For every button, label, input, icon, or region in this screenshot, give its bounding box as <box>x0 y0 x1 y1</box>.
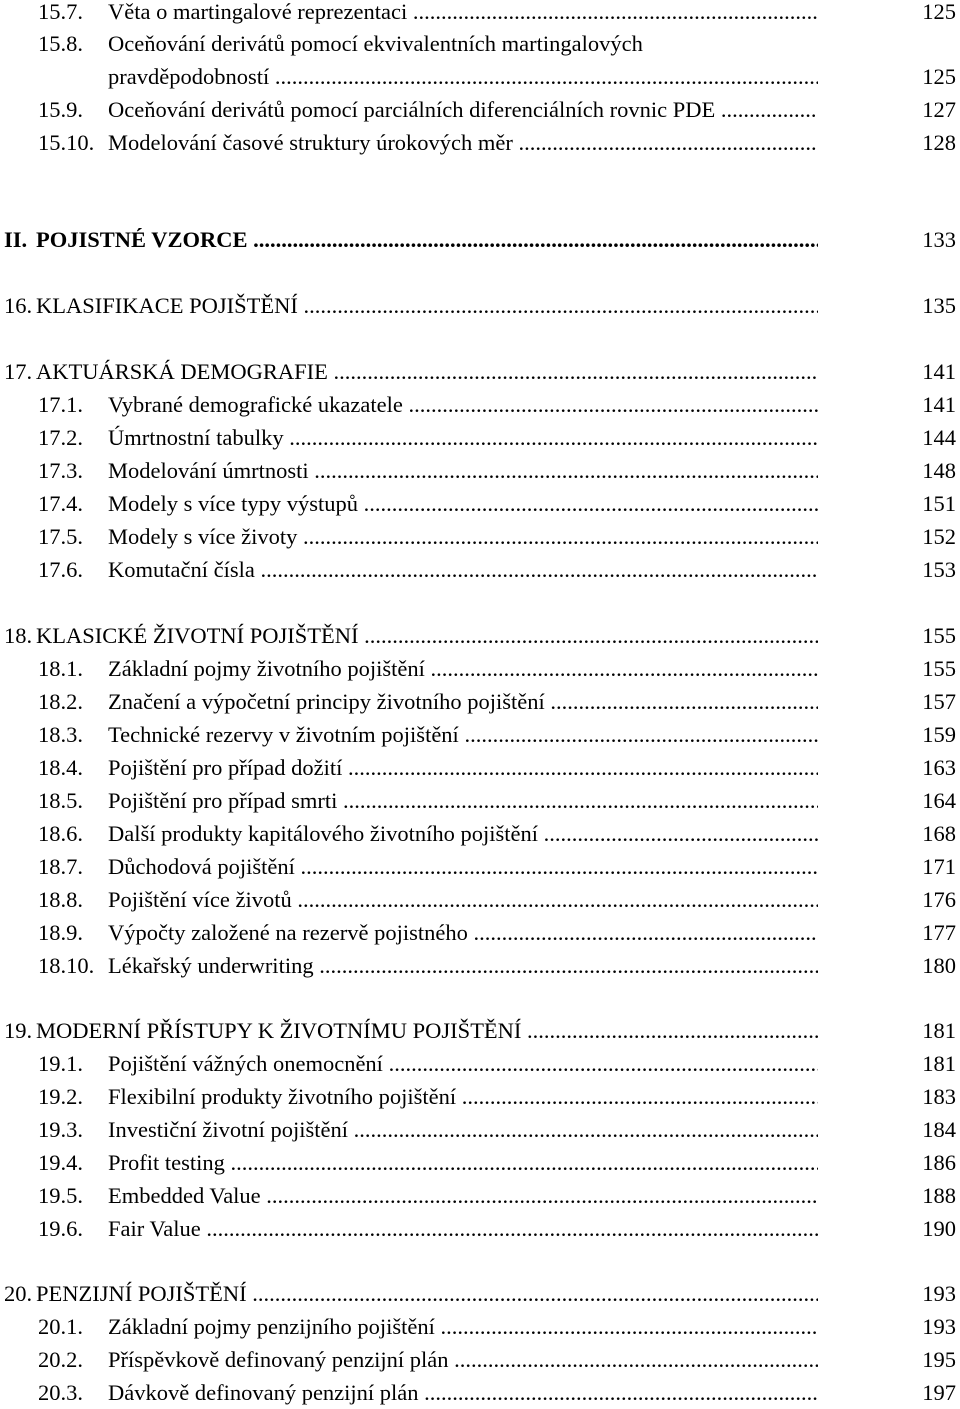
toc-entry-number: 19.3. <box>38 1117 83 1142</box>
toc-entry-number: 20. <box>4 1281 33 1306</box>
toc-entry-title: MODERNÍ PŘÍSTUPY K ŽIVOTNÍMU POJIŠTĚNÍ ..... <box>36 1015 818 1047</box>
toc-entry-title: pravděpodobností ..... <box>108 61 818 93</box>
toc-entry <box>0 950 960 982</box>
toc-entry-title: KLASIFIKACE POJIŠTĚNÍ ..... <box>36 290 818 322</box>
toc-entry-page: 128 <box>922 130 956 155</box>
toc-entry-page: 177 <box>922 920 956 945</box>
toc-entry-number: 17.4. <box>38 491 83 516</box>
toc-entry-number: 18. <box>4 623 33 648</box>
toc-entry-title: Investiční životní pojištění ..... <box>108 1114 818 1146</box>
toc-entry-title: Dávkově definovaný penzijní plán ..... <box>108 1377 818 1409</box>
toc-entry <box>0 521 960 553</box>
toc-entry-page: 144 <box>922 425 956 450</box>
toc-entry-title: POJISTNÉ VZORCE ..... <box>36 224 818 256</box>
toc-entry <box>0 719 960 751</box>
toc-entry-page: 133 <box>922 227 956 252</box>
toc-entry-page: 155 <box>922 656 956 681</box>
toc-entry-title: Úmrtnostní tabulky ..... <box>108 422 818 454</box>
toc-entry-title: Profit testing ..... <box>108 1147 818 1179</box>
toc-entry <box>0 653 960 685</box>
toc-entry-title: Důchodová pojištění ..... <box>108 851 818 883</box>
toc-entry-page: 164 <box>922 788 956 813</box>
toc-entry-number: 18.4. <box>38 755 83 780</box>
toc-entry <box>0 389 960 421</box>
toc-entry-title: Embedded Value ..... <box>108 1180 818 1212</box>
toc-entry-page: 183 <box>922 1084 956 1109</box>
toc-entry-page: 141 <box>922 359 956 384</box>
toc-entry <box>0 422 960 454</box>
toc-entry <box>0 554 960 586</box>
toc-entry-number: 20.1. <box>38 1314 83 1339</box>
toc-entry-number: 17.5. <box>38 524 83 549</box>
toc-entry-page: 171 <box>922 854 956 879</box>
toc-entry-page: 195 <box>922 1347 956 1372</box>
toc-entry-number: 19.1. <box>38 1051 83 1076</box>
toc-entry-title: Značení a výpočetní principy životního pojištění ..... <box>108 686 818 718</box>
toc-entry-number: 17.6. <box>38 557 83 582</box>
toc-entry <box>0 1344 960 1376</box>
toc-entry-title: Vybrané demografické ukazatele ..... <box>108 389 818 421</box>
toc-entry-number: 15.10. <box>38 130 95 155</box>
toc-entry-title: Pojištění vážných onemocnění ..... <box>108 1048 818 1080</box>
toc-entry-number: 18.9. <box>38 920 83 945</box>
toc-entry-title: Věta o martingalové reprezentaci ..... <box>108 0 818 28</box>
toc-entry-title: Technické rezervy v životním pojištění ..... <box>108 719 818 751</box>
toc-entry-number: 18.2. <box>38 689 83 714</box>
toc-entry-title: Modely s více typy výstupů ..... <box>108 488 818 520</box>
toc-entry-page: 163 <box>922 755 956 780</box>
toc-entry-number: 17.1. <box>38 392 83 417</box>
toc-entry <box>0 917 960 949</box>
toc-entry-number: 19.5. <box>38 1183 83 1208</box>
toc-entry-title: Modely s více životy ..... <box>108 521 818 553</box>
toc-entry <box>0 785 960 817</box>
toc-entry <box>0 1015 960 1047</box>
toc-entry <box>0 61 960 93</box>
toc-entry <box>0 356 960 388</box>
toc-entry-number: 18.3. <box>38 722 83 747</box>
toc-entry <box>0 1114 960 1146</box>
toc-entry-number: 15.8. <box>38 31 83 56</box>
toc-entry-page: 125 <box>922 0 956 24</box>
toc-entry-title: Další produkty kapitálového životního pojištění ..... <box>108 818 818 850</box>
toc-entry-number: 17.2. <box>38 425 83 450</box>
toc-entry <box>0 290 960 322</box>
toc-entry <box>0 28 960 60</box>
toc-entry <box>0 1147 960 1179</box>
toc-entry <box>0 488 960 520</box>
toc-entry <box>0 1213 960 1245</box>
toc-entry-number: 20.3. <box>38 1380 83 1405</box>
toc-entry <box>0 1048 960 1080</box>
toc-entry-page: 197 <box>922 1380 956 1405</box>
toc-entry-page: 181 <box>922 1051 956 1076</box>
toc-entry-page: 193 <box>922 1281 956 1306</box>
toc-entry <box>0 686 960 718</box>
toc-entry-number: 19. <box>4 1018 33 1043</box>
toc-entry-title: PENZIJNÍ POJIŠTĚNÍ ..... <box>36 1278 818 1310</box>
toc-entry <box>0 851 960 883</box>
toc-entry-number: 19.4. <box>38 1150 83 1175</box>
toc-entry-number: 15.9. <box>38 97 83 122</box>
toc-entry-page: 157 <box>922 689 956 714</box>
toc-entry-page: 168 <box>922 821 956 846</box>
toc-entry-number: 15.7. <box>38 0 83 24</box>
toc-entry-number: 19.2. <box>38 1084 83 1109</box>
toc-entry <box>0 127 960 159</box>
toc-entry <box>0 884 960 916</box>
toc-entry-title: AKTUÁRSKÁ DEMOGRAFIE ..... <box>36 356 818 388</box>
toc-entry-title: Základní pojmy penzijního pojištění ..... <box>108 1311 818 1343</box>
toc-entry-page: 127 <box>922 97 956 122</box>
toc-entry-page: 152 <box>922 524 956 549</box>
toc-entry-page: 190 <box>922 1216 956 1241</box>
toc-entry-page: 125 <box>922 64 956 89</box>
toc-entry-page: 148 <box>922 458 956 483</box>
toc-entry-title: Pojištění více životů ..... <box>108 884 818 916</box>
toc-entry-page: 155 <box>922 623 956 648</box>
toc-entry-title: Pojištění pro případ dožití ..... <box>108 752 818 784</box>
toc-entry-page: 186 <box>922 1150 956 1175</box>
toc-entry-title: Výpočty založené na rezervě pojistného ..... <box>108 917 818 949</box>
toc-entry-title: Flexibilní produkty životního pojištění ..... <box>108 1081 818 1113</box>
toc-entry-title: Základní pojmy životního pojištění ..... <box>108 653 818 685</box>
toc-entry-title: Komutační čísla ..... <box>108 554 818 586</box>
toc-entry-number: 18.10. <box>38 953 95 978</box>
toc-entry-title: Oceňování derivátů pomocí parciálních diferenciálních rovnic PDE ..... <box>108 94 818 126</box>
toc-entry <box>0 455 960 487</box>
toc-entry <box>0 620 960 652</box>
toc-entry-page: 188 <box>922 1183 956 1208</box>
toc-entry-title: Lékařský underwriting ..... <box>108 950 818 982</box>
toc-entry-title: Pojištění pro případ smrti ..... <box>108 785 818 817</box>
toc-entry-page: 176 <box>922 887 956 912</box>
toc-entry-page: 159 <box>922 722 956 747</box>
toc-entry-title: KLASICKÉ ŽIVOTNÍ POJIŠTĚNÍ ..... <box>36 620 818 652</box>
toc-entry-page: 151 <box>922 491 956 516</box>
toc-entry <box>0 1311 960 1343</box>
toc-entry <box>0 94 960 126</box>
toc-entry-number: 18.7. <box>38 854 83 879</box>
toc-entry-title: Příspěvkově definovaný penzijní plán ..... <box>108 1344 818 1376</box>
toc-entry <box>0 0 960 28</box>
toc-entry-number: II. <box>4 227 28 252</box>
toc-entry-title: Modelování časové struktury úrokových měr ..... <box>108 127 818 159</box>
toc-entry-number: 18.8. <box>38 887 83 912</box>
toc-entry <box>0 1377 960 1409</box>
toc-entry-number: 16. <box>4 293 33 318</box>
toc-entry-number: 19.6. <box>38 1216 83 1241</box>
toc-entry-page: 184 <box>922 1117 956 1142</box>
toc-entry <box>0 818 960 850</box>
toc-entry-number: 17. <box>4 359 33 384</box>
toc-entry <box>0 752 960 784</box>
toc-entry-number: 18.6. <box>38 821 83 846</box>
toc-entry-number: 18.5. <box>38 788 83 813</box>
toc-entry <box>0 1180 960 1212</box>
toc-entry-title: Oceňování derivátů pomocí ekvivalentních martingalových <box>108 31 643 56</box>
toc-entry <box>0 224 960 256</box>
toc-entry-page: 181 <box>922 1018 956 1043</box>
toc-entry-page: 180 <box>922 953 956 978</box>
toc-entry-number: 20.2. <box>38 1347 83 1372</box>
toc-entry-number: 18.1. <box>38 656 83 681</box>
toc-entry-page: 141 <box>922 392 956 417</box>
toc-entry <box>0 1081 960 1113</box>
toc-entry-title: Fair Value ..... <box>108 1213 818 1245</box>
toc-entry-number: 17.3. <box>38 458 83 483</box>
toc-entry <box>0 1278 960 1310</box>
toc-entry-title: Modelování úmrtnosti ..... <box>108 455 818 487</box>
toc-entry-page: 193 <box>922 1314 956 1339</box>
toc-entry-page: 153 <box>922 557 956 582</box>
toc-entry-page: 135 <box>922 293 956 318</box>
